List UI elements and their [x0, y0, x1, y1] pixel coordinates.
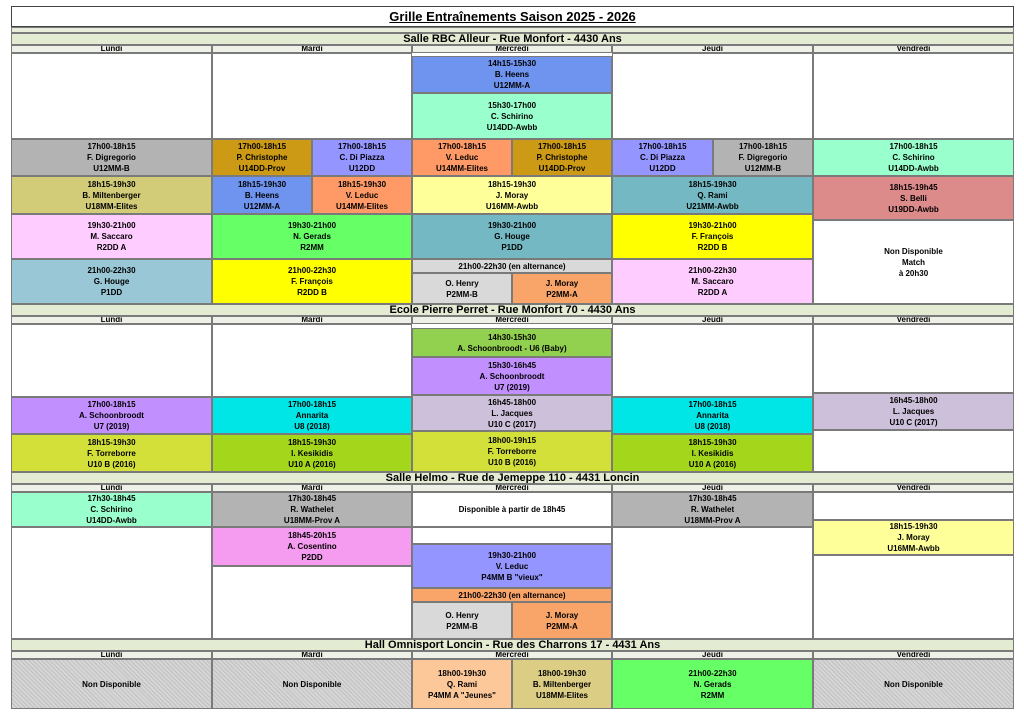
session-block-line-2: C. Di Piazza: [640, 153, 685, 162]
session-block-line-3: P2DD: [301, 553, 323, 562]
session-block-line-3: R2DD B: [297, 288, 327, 297]
session-block: [713, 139, 813, 176]
session-block-line-3: U18MM-Elites: [85, 201, 138, 211]
day-header-jeudi: Jeudi: [612, 45, 813, 53]
session-block-line-1: 17h00-18h15: [437, 142, 487, 151]
empty-cell: [813, 492, 1014, 520]
session-block-line-1: 18h00-19h30: [537, 668, 587, 678]
session-block-line-1: Non Disponible: [282, 679, 342, 689]
session-block-line-1: 18h45-20h15: [287, 531, 337, 540]
session-block-line-3: U21MM-Awbb: [686, 201, 739, 211]
session-block-line-1: O. Henry: [445, 610, 479, 620]
session-block-line-2: A. Schoonbroodt: [79, 411, 144, 420]
session-block: [813, 139, 1014, 176]
session-block: [612, 434, 813, 472]
session-block-line-1: O. Henry: [445, 278, 479, 288]
empty-cell: [11, 53, 212, 139]
session-block: [412, 602, 512, 639]
session-block-line-1: 21h00-22h30: [87, 266, 136, 275]
section-header: Hall Omnisport Loncin - Rue des Charrons 17 - 4431 Ans: [11, 639, 1014, 651]
session-block: [512, 602, 612, 639]
session-block: [412, 273, 512, 304]
session-block-line-1: 21h00-22h30 (en alternance): [458, 261, 566, 271]
day-header-lundi: Lundi: [11, 316, 212, 324]
session-block-line-2: B. Miltenberger: [532, 679, 592, 689]
session-block-line-2: I. Kesikidis: [291, 448, 333, 458]
section-header: Salle Helmo - Rue de Jemeppe 110 - 4431 Loncin: [11, 472, 1014, 484]
session-block-line-3: U7 (2019): [494, 382, 530, 392]
session-block-line-3: U14DD-Awbb: [86, 516, 137, 525]
session-block: [11, 139, 212, 176]
session-block-line-1: 18h15-19h30: [237, 179, 287, 189]
session-block-line-2: C. Schirino: [90, 505, 133, 514]
session-block-line-2: F. Digregorio: [87, 153, 136, 162]
session-block: [412, 492, 612, 527]
section-header: Salle RBC Alleur - Rue Monfort - 4430 Ans: [11, 33, 1014, 45]
session-block-line-1: 17h00-18h15: [638, 142, 687, 151]
session-block-line-2: Match: [901, 257, 926, 267]
session-block-line-1: Non Disponible: [884, 246, 943, 256]
session-block-line-1: 18h15-19h30: [688, 437, 737, 447]
session-block-line-1: Non Disponible: [884, 679, 943, 689]
session-block-line-1: 17h30-18h45: [688, 494, 737, 503]
session-block: [212, 397, 412, 434]
session-block: [412, 328, 612, 357]
empty-cell: [212, 566, 412, 639]
day-header-mardi: Mardi: [212, 316, 412, 324]
session-block-line-1: 17h30-18h45: [87, 494, 136, 503]
session-block: [412, 659, 512, 709]
session-block: [212, 659, 412, 709]
session-block: [212, 434, 412, 472]
day-header-jeudi: Jeudi: [612, 484, 813, 492]
session-block-line-1: 15h30-16h45: [487, 360, 537, 370]
session-block: [212, 214, 412, 259]
session-block: [412, 259, 612, 273]
session-block-line-3: U12DD: [649, 164, 676, 173]
session-block-line-1: Disponible à partir de 18h45: [458, 505, 566, 514]
session-block-line-2: B. Heens: [244, 190, 280, 200]
session-block-line-2: C. Schirino: [490, 111, 534, 121]
session-block-line-1: 17h00-18h15: [738, 142, 788, 151]
session-block: [612, 139, 713, 176]
session-block-line-1: 21h00-22h30: [688, 266, 737, 275]
session-block-line-1: 19h30-21h00: [688, 221, 737, 230]
session-block: [11, 434, 212, 472]
session-block-line-2: I. Kesikidis: [691, 448, 734, 458]
session-block-line-1: 17h00-18h15: [287, 400, 337, 409]
day-header-mercredi: Mercredi: [412, 651, 612, 659]
session-block-line-3: U12MM-B: [93, 164, 130, 173]
empty-cell: [612, 324, 813, 397]
session-block-line-3: R2DD A: [96, 243, 127, 252]
day-header-lundi: Lundi: [11, 651, 212, 659]
session-block-line-3: U12MM-A: [243, 201, 281, 211]
session-block-line-1: 17h00-18h15: [87, 142, 136, 151]
day-header-mercredi: Mercredi: [412, 45, 612, 53]
empty-cell: [612, 527, 813, 639]
session-block-line-3: P4MM B "vieux": [481, 572, 543, 582]
session-block-line-1: 18h15-19h30: [688, 179, 737, 189]
session-block-line-3: U8 (2018): [694, 422, 731, 431]
day-header-mardi: Mardi: [212, 45, 412, 53]
session-block-line-2: J. Moray: [897, 533, 930, 542]
session-block-line-3: U14MM-Elites: [335, 201, 388, 211]
session-block-line-1: 15h30-17h00: [487, 100, 537, 110]
session-block-line-2: J. Moray: [495, 190, 529, 200]
session-block: [412, 56, 612, 93]
session-block-line-1: J. Moray: [545, 278, 579, 288]
session-block-line-3: P1DD: [100, 288, 123, 297]
session-block-line-3: U10 A (2016): [688, 459, 737, 469]
session-block-line-1: 21h00-22h30 (en alternance): [458, 590, 566, 600]
session-block: [11, 397, 212, 434]
session-block: [512, 139, 612, 176]
session-block: [813, 176, 1014, 220]
session-block-line-2: R. Wathelet: [690, 505, 735, 514]
page-title: Grille Entraînements Saison 2025 - 2026: [11, 6, 1014, 27]
session-block-line-2: P2MM-A: [546, 289, 578, 299]
session-block-line-2: S. Belli: [900, 193, 927, 203]
session-block-line-3: U19DD-Awbb: [888, 204, 939, 214]
session-block-line-1: 14h30-15h30: [487, 332, 537, 342]
session-block: [612, 176, 813, 214]
session-block-line-3: U14DD-Prov: [538, 164, 586, 173]
session-block-line-2: M. Saccaro: [90, 232, 133, 241]
session-block: [212, 259, 412, 304]
session-block-line-2: P2MM-B: [446, 621, 478, 631]
session-block: [512, 659, 612, 709]
session-block: [11, 176, 212, 214]
session-block-line-2: C. Schirino: [892, 153, 935, 162]
session-block: [212, 492, 412, 527]
session-block: [412, 214, 612, 259]
session-block-line-3: U10 A (2016): [288, 459, 336, 469]
session-block: [212, 139, 312, 176]
session-block-line-1: 18h00-19h15: [487, 436, 537, 445]
session-block-line-1: J. Moray: [545, 610, 579, 620]
day-header-jeudi: Jeudi: [612, 316, 813, 324]
session-block: [412, 93, 612, 139]
session-block-line-2: F. Digregorio: [738, 153, 788, 162]
session-block-line-2: Q. Rami: [697, 190, 728, 200]
session-block: [212, 176, 312, 214]
session-block-line-2: A. Cosentino: [287, 542, 337, 551]
session-block: [612, 397, 813, 434]
session-block-line-2: A. Schoonbroodt: [479, 371, 545, 381]
session-block: [412, 139, 512, 176]
session-block-line-1: 17h00-18h15: [337, 142, 387, 151]
session-block-line-2: Annarita: [295, 411, 329, 420]
section-header: Ecole Pierre Perret - Rue Monfort 70 - 4430 Ans: [11, 304, 1014, 316]
session-block-line-3: U12MM-B: [744, 164, 782, 173]
training-schedule-page: [11, 6, 1014, 711]
session-block-line-3: R2MM: [700, 690, 725, 700]
session-block-line-3: U10 B (2016): [487, 458, 537, 467]
session-block: [813, 393, 1014, 430]
session-block-line-3: U14DD-Awbb: [486, 122, 538, 132]
empty-cell: [212, 324, 412, 397]
session-block-line-3: U16MM-Awbb: [887, 544, 940, 553]
session-block: [612, 659, 813, 709]
session-block-line-3: U12DD: [348, 164, 376, 173]
session-block-line-3: U7 (2019): [93, 422, 130, 431]
session-block: [212, 527, 412, 566]
session-block-line-1: 19h30-21h00: [487, 550, 537, 560]
session-block-line-1: 19h30-21h00: [87, 221, 136, 230]
session-block: [11, 259, 212, 304]
session-block-line-1: 17h00-18h15: [537, 142, 587, 151]
session-block: [312, 139, 412, 176]
session-block-line-2: A. Schoonbroodt - U6 (Baby): [457, 343, 567, 353]
session-block-line-2: V. Leduc: [495, 561, 529, 571]
empty-cell: [612, 53, 813, 139]
session-block-line-3: R2DD B: [697, 243, 728, 252]
session-block-line-3: U14MM-Elites: [435, 164, 488, 173]
session-block-line-3: P4MM A "Jeunes": [428, 690, 496, 700]
day-header-jeudi: Jeudi: [612, 651, 813, 659]
session-block-line-1: 18h15-19h30: [889, 522, 938, 531]
empty-cell: [813, 430, 1014, 472]
session-block: [813, 220, 1014, 304]
session-block-line-2: Annarita: [696, 411, 729, 420]
session-block: [412, 431, 612, 472]
session-block-line-1: 18h15-19h30: [87, 437, 136, 447]
session-block-line-1: 19h30-21h00: [487, 221, 537, 230]
session-block: [412, 357, 612, 395]
session-block-line-2: L. Jacques: [892, 407, 935, 416]
session-block-line-1: 19h30-21h00: [287, 221, 337, 230]
session-block-line-1: 14h15-15h30: [487, 59, 537, 68]
empty-cell: [212, 53, 412, 139]
session-block-line-1: 18h15-19h30: [87, 179, 136, 189]
session-block-line-2: V. Leduc: [445, 153, 479, 162]
session-block-line-1: 18h15-19h30: [287, 437, 337, 447]
session-block-line-2: N. Gerads: [693, 679, 732, 689]
session-block-line-3: U8 (2018): [294, 422, 330, 431]
session-block-line-2: G. Houge: [93, 277, 130, 286]
session-block-line-2: F. François: [691, 232, 734, 241]
day-header-lundi: Lundi: [11, 484, 212, 492]
session-block-line-2: F. Torreborre: [487, 447, 537, 456]
session-block-line-1: 18h15-19h30: [487, 179, 537, 189]
empty-cell: [11, 324, 212, 397]
session-block-line-3: R2DD A: [697, 288, 728, 297]
session-block-line-1: 21h00-22h30: [287, 266, 337, 275]
session-block-line-2: L. Jacques: [491, 408, 533, 418]
empty-cell: [813, 555, 1014, 639]
session-block: [11, 659, 212, 709]
session-block: [813, 520, 1014, 555]
empty-cell: [813, 53, 1014, 139]
session-block: [412, 588, 612, 602]
empty-cell: [412, 527, 612, 544]
session-block-line-3: P1DD: [501, 243, 523, 252]
session-block-line-2: M. Saccaro: [691, 277, 734, 286]
empty-cell: [813, 324, 1014, 393]
session-block-line-1: 17h00-18h15: [237, 142, 287, 151]
session-block: [512, 273, 612, 304]
session-block-line-3: R2MM: [300, 243, 324, 252]
session-block-line-2: P2MM-A: [546, 621, 578, 631]
session-block: [412, 544, 612, 588]
session-block-line-1: 18h15-19h30: [337, 179, 387, 189]
day-header-mercredi: Mercredi: [412, 316, 612, 324]
session-block-line-2: R. Wathelet: [290, 505, 334, 514]
session-block: [612, 214, 813, 259]
session-block-line-3: U10 B (2016): [87, 459, 136, 469]
day-header-mardi: Mardi: [212, 484, 412, 492]
session-block-line-3: U12MM-A: [493, 81, 531, 90]
day-header-vendredi: Vendredi: [813, 316, 1014, 324]
session-block-line-1: Non Disponible: [82, 679, 141, 689]
day-header-vendredi: Vendredi: [813, 484, 1014, 492]
session-block-line-3: U10 C (2017): [889, 418, 938, 427]
session-block: [312, 176, 412, 214]
session-block-line-1: 17h00-18h15: [87, 400, 136, 409]
day-header-lundi: Lundi: [11, 45, 212, 53]
session-block-line-3: U18MM-Elites: [535, 690, 588, 700]
session-block: [612, 259, 813, 304]
session-block: [11, 492, 212, 527]
session-block: [412, 395, 612, 431]
day-header-vendredi: Vendredi: [813, 651, 1014, 659]
session-block-line-3: U10 C (2017): [487, 419, 537, 429]
session-block-line-2: P. Christophe: [236, 153, 288, 162]
session-block-line-2: G. Houge: [494, 232, 530, 241]
session-block-line-2: B. Heens: [494, 70, 530, 79]
session-block-line-2: B. Miltenberger: [82, 190, 141, 200]
session-block: [813, 659, 1014, 709]
session-block-line-1: 17h00-18h15: [688, 400, 737, 409]
session-block-line-2: C. Di Piazza: [339, 153, 385, 162]
session-block: [11, 214, 212, 259]
session-block-line-2: Q. Rami: [446, 679, 478, 689]
day-header-mardi: Mardi: [212, 651, 412, 659]
session-block-line-2: F. Torreborre: [87, 448, 136, 458]
day-header-mercredi: Mercredi: [412, 484, 612, 492]
session-block-line-3: U14DD-Awbb: [888, 164, 939, 173]
session-block-line-1: 18h15-19h45: [889, 182, 938, 192]
session-block-line-2: V. Leduc: [345, 190, 379, 200]
session-block-line-3: U18MM-Prov A: [283, 516, 341, 525]
session-block-line-3: U14DD-Prov: [238, 164, 286, 173]
session-block-line-1: 18h00-19h30: [437, 668, 487, 678]
session-block-line-1: 17h00-18h15: [889, 142, 938, 151]
session-block-line-1: 21h00-22h30: [688, 668, 737, 678]
session-block-line-3: U18MM-Prov A: [684, 516, 741, 525]
session-block: [412, 176, 612, 214]
session-block-line-1: 16h45-18h00: [487, 397, 537, 407]
session-block-line-1: 16h45-18h00: [889, 396, 938, 405]
session-block-line-2: F. François: [291, 277, 333, 286]
session-block-line-3: U16MM-Awbb: [485, 201, 539, 211]
session-block-line-1: 17h30-18h45: [287, 494, 337, 503]
day-header-vendredi: Vendredi: [813, 45, 1014, 53]
session-block: [612, 492, 813, 527]
session-block-line-2: P. Christophe: [536, 153, 588, 162]
session-block-line-2: P2MM-B: [446, 289, 478, 299]
session-block-line-2: N. Gerads: [293, 232, 331, 241]
empty-cell: [11, 527, 212, 639]
session-block-line-3: à 20h30: [898, 268, 929, 278]
